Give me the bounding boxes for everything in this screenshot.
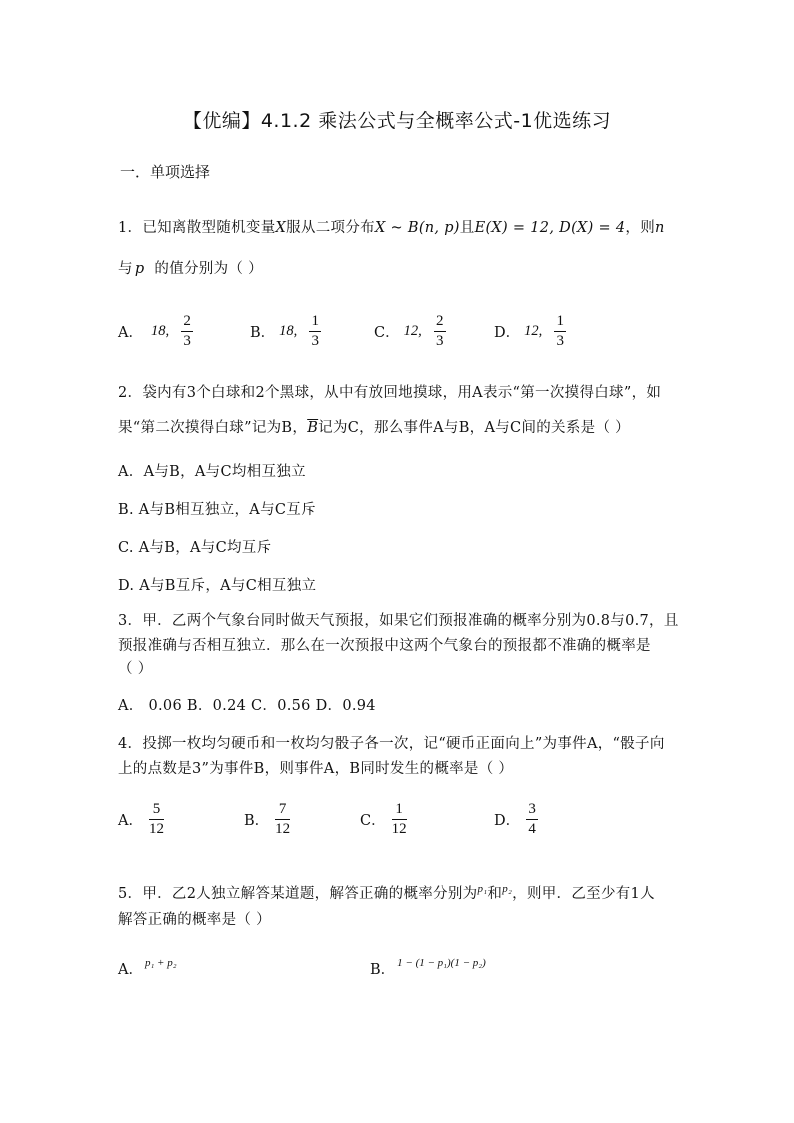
denominator: 12	[148, 821, 164, 837]
q4-option-a-fraction	[149, 802, 164, 837]
q4-option-d[interactable]	[494, 802, 538, 837]
q5-option-b-expr: 1 − (1 − p₁)(1 − p₂)	[397, 956, 486, 969]
q5-option-a[interactable]	[118, 958, 177, 979]
q3-line2: 预报准确与否相互独立．那么在一次预报中这两个气象台的预报都不准确的概率是	[118, 638, 651, 654]
q5-option-a-expr: p₁ + p₂	[144, 956, 177, 969]
q1-option-d-label: D．	[494, 325, 521, 341]
denominator: 12	[275, 821, 291, 837]
q1-option-d-value: 12,	[524, 323, 543, 339]
q4-option-a-label: A．	[118, 813, 143, 829]
q1-var-x: X	[275, 220, 287, 236]
q5-option-b-label: B．	[370, 962, 396, 978]
q1-text-d: ，则	[625, 220, 656, 236]
q1-text-c: 且	[459, 220, 475, 236]
q1-option-b[interactable]	[250, 314, 321, 349]
q5-text-a: 5．甲．乙2人独立解答某道题，解答正确的概率分别为	[118, 886, 478, 902]
q5-text-b: ，则甲．乙至少有1人	[512, 886, 655, 902]
q2-b-bar: $\overline{B}$	[307, 420, 319, 436]
q1-option-a-value: 18,	[150, 323, 170, 339]
q4-option-c-label: C．	[360, 813, 386, 829]
q1-text-a: 1．已知离散型随机变量	[118, 220, 276, 236]
q1-option-a[interactable]	[118, 314, 193, 349]
q1-text-e: 与	[118, 261, 133, 277]
q2-option-a[interactable]: A．A与B，A与C均相互独立	[118, 464, 306, 480]
q4-option-c[interactable]	[360, 802, 407, 837]
q4-option-b-fraction	[275, 802, 290, 837]
q1-text-b: 服从二项分布	[286, 220, 375, 236]
q1-option-a-fraction	[181, 314, 193, 349]
q4-option-b-label: B．	[244, 813, 270, 829]
denominator: 3	[435, 333, 444, 349]
q2-text-a: 果“第二次摸得白球”记为B，	[118, 420, 308, 436]
q1-var-p: p	[134, 261, 145, 277]
q4-option-a[interactable]	[118, 802, 164, 837]
numerator: 7	[278, 801, 287, 817]
q1-cond: E(X) = 12, D(X) = 4	[474, 220, 626, 236]
q5-p1: p₁	[477, 883, 488, 895]
q3-line1: 3．甲．乙两个气象台同时做天气预报，如果它们预报准确的概率分别为0.8与0.7，且	[118, 613, 679, 629]
numerator: 1	[311, 313, 320, 329]
q2-line2	[118, 416, 630, 437]
q4-line2: 上的点数是3”为事件B，则事件A，B同时发生的概率是（ ）	[118, 761, 514, 777]
q4-option-c-fraction	[392, 802, 407, 837]
numerator: 5	[152, 801, 161, 817]
q5-line2: 解答正确的概率是（ ）	[118, 912, 271, 928]
denominator: 12	[391, 821, 407, 837]
q1-option-b-label: B．	[250, 325, 276, 341]
q1-option-c-label: C．	[374, 325, 400, 341]
q3-line3: （ ）	[118, 661, 153, 677]
q1-option-d[interactable]	[494, 314, 566, 349]
q1-dist: X ~ B(n, p)	[374, 220, 460, 236]
q1-option-b-fraction	[309, 314, 321, 349]
q5-option-b[interactable]	[370, 958, 486, 979]
q1-var-n: n	[655, 220, 665, 236]
q2-option-b[interactable]: B. A与B相互独立，A与C互斥	[118, 502, 316, 518]
q5-p2: p₂	[502, 883, 513, 895]
denominator: 4	[528, 821, 536, 837]
q2-text-b: 记为C，那么事件A与B，A与C间的关系是（ ）	[318, 420, 630, 436]
q2-option-c[interactable]: C. A与B，A与C均互斥	[118, 540, 272, 556]
q4-option-d-fraction	[526, 802, 538, 837]
q1-option-c-value: 12,	[403, 323, 422, 339]
q1-line1	[118, 216, 665, 237]
q5-option-a-label: A．	[118, 962, 143, 978]
q1-option-b-value: 18,	[279, 323, 298, 339]
q1-line2	[118, 257, 263, 278]
q5-line1	[118, 882, 655, 903]
q1-text-f: 的值分别为（ ）	[154, 261, 263, 277]
denominator: 3	[556, 333, 565, 349]
numerator: 2	[435, 313, 444, 329]
q4-line1: 4．投掷一枚均匀硬币和一枚均匀骰子各一次，记“硬币正面向上”为事件A，“骰子向	[118, 736, 665, 752]
q2-line1: 2．袋内有3个白球和2个黑球，从中有放回地摸球，用A表示“第一次摸得白球”，如	[118, 385, 662, 401]
denominator: 3	[311, 333, 320, 349]
q5-text-and: 和	[487, 886, 503, 902]
q4-option-b[interactable]	[244, 802, 290, 837]
q2-option-d[interactable]: D. A与B互斥，A与C相互独立	[118, 578, 317, 594]
numerator: 1	[556, 313, 565, 329]
section-heading: 一．单项选择	[120, 163, 211, 181]
q3-options[interactable]: A． 0.06 B．0.24 C．0.56 D．0.94	[118, 698, 376, 714]
denominator: 3	[183, 333, 191, 349]
numerator: 3	[528, 801, 536, 817]
q4-option-d-label: D．	[494, 813, 521, 829]
page-title: 【优编】4.1.2 乘法公式与全概率公式-1优选练习	[182, 110, 612, 132]
q1-option-c[interactable]	[374, 314, 446, 349]
q1-option-a-label: A．	[118, 325, 143, 341]
q1-option-c-fraction	[434, 314, 446, 349]
numerator: 2	[183, 313, 191, 329]
numerator: 1	[395, 801, 403, 817]
q1-option-d-fraction	[554, 314, 566, 349]
